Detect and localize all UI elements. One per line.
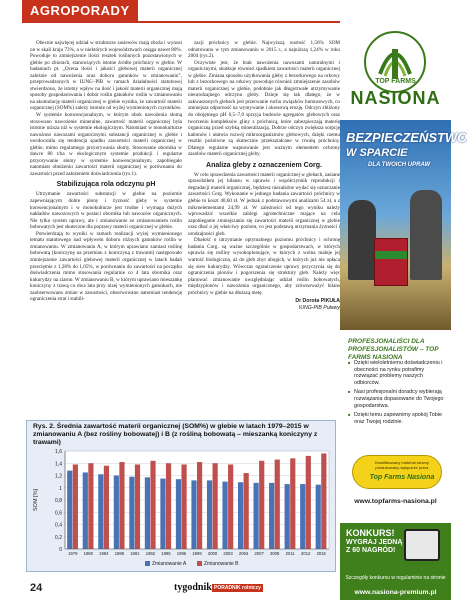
bar-b	[275, 460, 280, 549]
bar-a	[300, 484, 305, 549]
author-name: Dr Dorota PIKUŁA	[295, 298, 340, 305]
bar-a	[176, 479, 181, 549]
x-tick-label: 2004	[238, 551, 249, 556]
bar-b	[306, 456, 311, 549]
promo-title: KONKURS!	[346, 528, 395, 538]
author-block	[188, 298, 340, 311]
legend-label: Zmianowanie B	[204, 561, 239, 567]
x-tick-label: 1992	[145, 551, 156, 556]
magazine-logo-badge: PORADNIK rolniczy	[214, 585, 261, 591]
bar-b	[228, 464, 233, 549]
y-tick-label: 0	[59, 547, 62, 553]
x-tick-label: 2015	[316, 551, 326, 556]
ad-website-link[interactable]: www.topfarms-nasiona.pl	[354, 498, 437, 505]
article-column-1	[30, 40, 182, 303]
phone-prize-icon	[404, 529, 440, 561]
quality-badge	[352, 455, 442, 489]
paragraph: Obecnie najwięcej udział w strukturze zasiewów mają zboża i wynosi on w skali kraju 73%, a w niektórych województwach osiąga nawet 80%. Powoduje to zmniejszenie ilości resztek roślinnych pozostawionych w glebie po zbiorach, stanowiących istotne źródło próchnicy w glebie. W badaniach pt. „Ocena ilości i jakości glebowej materii organicznej zależnie od nawożenia oraz doboru gatunków w zmianowaniu”, przeprowadzonych w IUNG–PIB w ramach działalności statutowej stwierdzono, że istotny wpływ na ilość i jakość materii organicznej mają sposoby gospodarowania i dobór roślin gatunków roślin w zmianowaniu na akumulację materii organicznej w glebie wynika, że zawartość materii organicznej (SOM%) zależy istotnie od wyżej wymienionych czynników.	[30, 40, 182, 112]
contest-promo	[340, 523, 451, 600]
bar-b	[166, 463, 171, 549]
bar-b	[119, 462, 124, 549]
chart-title: Rys. 2. Średnia zawartość materii organicznej (SOM%) w glebie w latach 1979–2015 w zmianowaniu A (bez rośliny bobowatej) i B (z rośliną bobowatą – mieszanką koniczyny z trawami)	[33, 423, 318, 447]
chart-figure	[26, 420, 336, 572]
x-tick-label: 1980	[83, 551, 93, 556]
bar-a	[207, 480, 212, 549]
x-tick-label: 1996	[176, 551, 187, 556]
badge-caption: Kwalifikowany materiał siewny produkowany wyłącznie przez	[375, 460, 429, 470]
page-footer	[26, 578, 336, 598]
bar-a	[129, 477, 134, 549]
paragraph: Dbałość o utrzymanie optymalnego poziomu próchnicy i ochronę badania Corg. są ważne szczególnie w gospodarstwach, w których uprawia się rośliny wysokoplonujące, w których z wolna maleje jej wartość biologiczna, aż do gleb zbyt ubogich, w których już nie opłaca się siew kukurydzy. Wówczas ograniczenie uprawy przyczynia się do ograniczenia plonów i pogorszenia się struktury gleb. Należy więc planować zmianowanie uwzględniając udział roślin bobowatych, międzyplonów i nawożenia organicznego, aby zrównoważyć bilans próchnicy w glebie na dłuższą metę.	[188, 237, 340, 296]
y-tick-label: 1,4	[55, 461, 62, 468]
person-figure	[348, 200, 376, 280]
x-tick-label: 2000	[207, 551, 218, 556]
section-title: AGROPORADY	[22, 0, 138, 22]
bar-a	[98, 474, 103, 549]
legend-label: Zmianowanie A	[152, 561, 187, 567]
bar-a	[83, 472, 88, 549]
paragraph: zacji próchnicy w glebie. Najwyższą wartość 1,56% SOM odnotowano w tym zmianowaniu w 2015 r., a najniższą 1,24% w roku 2004 (rys.2).	[188, 40, 340, 60]
bar-a	[145, 477, 150, 549]
person-figure	[410, 190, 442, 280]
bar-a	[160, 479, 165, 549]
x-tick-label: 1991	[130, 551, 140, 556]
bar-b	[135, 464, 140, 549]
bar-b	[259, 461, 264, 549]
paragraph: W systemie konwencjonalnym, w którym obok nawożenia słomą stosowano nawożenie mineralne, zawartość materii organicznej była istotnie niższa niż w systemie ekologicznym. Natomiast w monokulturze nawożono nawozami organicznymi substancji organicznej w glebie i uwidoczniła się tendencja spadku zawartości materii organicznej w glebie, mimo regularnego przyorywania słomy. Stosowanie obornika w dawce 80 t/ha w ekologicznym systemie produkcji i regularne przyorywanie słomy w systemie konwencjonalnym, zapobiegało natomiast obniżeniu zawartości materii organicznej w porównaniu do zawartości przed założeniem doświadczenia (rys.1).	[30, 112, 182, 177]
x-tick-label: 1995	[161, 551, 171, 556]
seed-bag-icon	[374, 238, 408, 286]
y-axis-label: SOM [%]	[33, 488, 39, 512]
article-column-2	[188, 40, 340, 311]
header-divider	[22, 21, 340, 23]
promo-subtitle: WYGRAJ JEDNĄ Z 60 NAGRÓD!	[346, 539, 403, 554]
ad-slogan: DLA TWOICH UPRAW	[368, 162, 431, 168]
bar-b	[321, 453, 326, 549]
x-tick-label: 2003	[223, 551, 233, 556]
paragraph: Oczywiste jest, że brak nawożenia nawozami naturalnymi i organicznymi, skutkuje również spadkiem zawartości materii organicznej w glebie. Zmiana sposobu użytkowania gleby z bezorkowego na orkowy lub z bezorkowego na orkowy powoduje również zmniejszenie zasobów materii organicznej w glebie, podobnie jak długotrwałe utrzymywanie nieurodzajnego odczynu gleby. Dzieje się tak dlatego, że w zakwaszonych glebach jest przerwanie ruchu związków humusowych, co zmniejsza odporność na wymywanie i okresową erozję. Odczyn zbliżony do obojętnego pH 6,5–7,0 sprzyja budowie agregatów glebowych oraz tworzeniu kompleksów gliny z próchnicą, które zabezpieczają materię organiczną przed szybką mineralizacją. Dobrze odczyn zwiększa sorpcję kationów i ułatwia rozwój mikroorganizmów glebowych, dzięki czemu resztki pożniwne są skutecznie przekształcane w trwałą próchnicę. Dlatego regularne wapnowanie jest ważnym elementem ochrony zasobów materii organicznej gleby.	[188, 59, 340, 158]
y-tick-label: 0,8	[55, 498, 62, 504]
x-tick-label: 1984	[99, 551, 109, 556]
y-tick-label: 1,6	[55, 449, 62, 455]
x-tick-label: 2007	[254, 551, 264, 556]
ad-benefits-list	[348, 360, 448, 428]
y-tick-label: 1	[59, 485, 62, 492]
bar-a	[67, 471, 72, 549]
advertisement	[340, 0, 467, 600]
promo-details: Szczegóły konkursu w regulaminie na stronie	[345, 575, 446, 581]
x-tick-label: 2011	[285, 551, 295, 556]
bar-b	[197, 462, 202, 549]
magazine-logo: tygodnik	[174, 582, 212, 593]
paragraph: Utrzymanie zawartości substancji w glebie na poziomie zapewniającym dobre plony i żyzność gleby w systemie konwencjonalnym i w monokulturze jest trudne i wymaga dużych nakładów nawozowych w postaci obornika lub nawozów organicznych. Nie tylko system uprawy, ale i zmianowanie ze zmianowaniem roślin bobowatych jest skuteczne dla poprawy materii organicznej w glebie.	[30, 191, 182, 231]
brand-name: NASIONA	[350, 88, 441, 108]
list-item: ■ Dzięki temu zapewnimy spokój Tobie oraz Twojej rodzinie.	[348, 412, 448, 425]
ad-slogan: BEZPIECZEŃSTWO	[346, 130, 467, 145]
x-tick-label: 1988	[114, 551, 125, 556]
ad-section-title: PROFESJONALIŚCI DLA PROFESJONALISTÓW – TOP FARMS NASIONA	[348, 338, 439, 361]
subheading: Analiza gleby z oznaczeniem Corg.	[206, 161, 322, 169]
ad-photo	[340, 120, 467, 330]
y-tick-label: 0,2	[55, 534, 62, 541]
badge-brand: Top Farms Nasiona	[369, 474, 435, 481]
section-header	[0, 0, 340, 22]
bar-b	[88, 463, 93, 549]
bar-a	[191, 480, 196, 549]
y-tick-label: 1,2	[55, 473, 62, 480]
x-tick-label: 1999	[192, 551, 202, 556]
paragraph: Potwierdzają to wyniki w ramach realizacji wyżej wymienionego tematu statutowego nad wpływem doboru różnych gatunków roślin w zmianowaniu. W zmianowaniu A, w którym uprawiano zamiast roślinę bobowatą (koniczynę na przemian z koniczyną z trawami) następowało zmniejszenie zawartości glebowej materii organicznej w latach badań przeciętnie z 1,28% do 1,05%, w porównaniu do zawartości na początku doświadczenia mimo stosowania regularnie co 4 lata obornika oraz kukurydzy na ziarno. W zmianowaniu B, w którym uprawiano mieszankę koniczyny z trawą co dwa lata przy nizej wymienionych gatunkach, nie zaobserwowano zmian w zawartości, obserwowano natomiast tendencję ograniczenia strat i stabili-	[30, 230, 182, 303]
x-tick-label: 2012	[301, 551, 311, 556]
brand-top: TOP FARMS	[375, 78, 416, 85]
ad-slogan: W SPARCIE	[346, 147, 408, 159]
bar-a	[254, 483, 259, 549]
x-tick-label: 2008	[269, 551, 280, 556]
seed-bag-band	[375, 251, 407, 259]
subheading: Stabilizująca rola odczynu pH	[56, 181, 156, 189]
bar-b	[150, 461, 155, 549]
legend-swatch	[145, 561, 150, 566]
bar-a	[285, 484, 290, 549]
bar-a	[114, 476, 119, 550]
y-tick-label: 0,6	[55, 510, 62, 517]
paragraph: W celu sprawdzenia zawartości materii organicznej w glebach, zasiane sprawdziłem jej bilansu w uprawie i współczynnik reprodukcji i degradacji materii organicznej, będziesz niezależne wydać się oznaczanie zawartości Corg. Wykonanie w jednego badania zawartości próchnicy w glebie to koszt 40,60 zł. W jednak z podstawowymi analizami 54 zł, a z mikroelementami 24,99 zł. W zależności od tego wyniku należy wprowadzić wszelkie zabiegi agrotechniczne mające na celu zapobieganie zmniejszaniu się zawartości materii organicznej w glebie oraz dbać o jej właściwy poziom, co jest podstawą utrzymania żyzności i urodzajności gleb.	[188, 171, 340, 237]
bar-b	[290, 458, 295, 549]
bar-a	[222, 482, 227, 549]
x-tick-label: 1979	[68, 551, 78, 556]
list-item: ■ Nasi profesjonalni doradcy wybierają rozwiązania dopasowane do Twojego gospodarstwa.	[348, 389, 448, 409]
bar-a	[316, 485, 321, 549]
promo-website-link[interactable]: www.nasiona-premium.pl	[354, 589, 437, 596]
bar-b	[181, 464, 186, 549]
list-item: ■ Dzięki wieloletniemu doświadczeniu i obecności na rynku potrafimy rozwiązać problemy naszych odbiorców.	[348, 360, 448, 386]
bar-a	[238, 482, 243, 549]
bar-b	[244, 473, 249, 549]
bar-b	[104, 466, 109, 549]
bar-b	[213, 463, 218, 549]
bar-a	[269, 483, 274, 549]
y-tick-label: 0,4	[55, 522, 62, 529]
bar-b	[73, 464, 78, 549]
page-number: 24	[30, 582, 43, 594]
author-org: IUNG-PIB Puławy	[298, 304, 340, 311]
topfarms-logo-icon	[340, 24, 451, 124]
legend-swatch	[197, 561, 202, 566]
